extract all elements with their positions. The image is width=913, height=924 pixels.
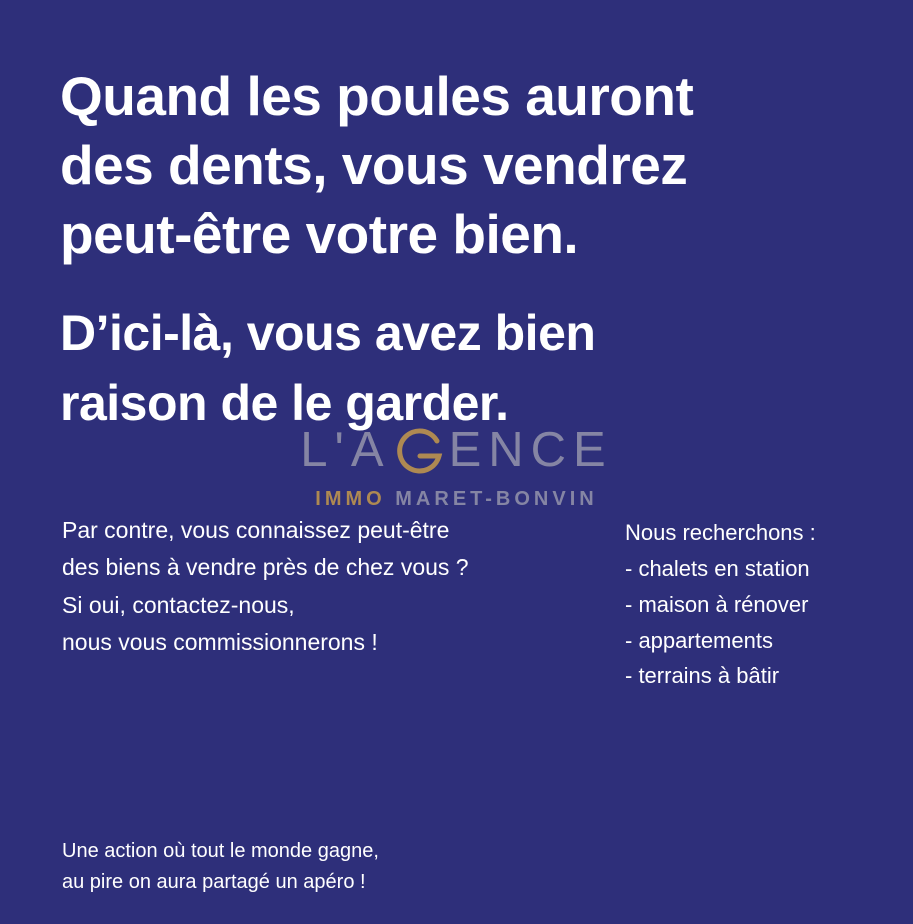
logo-word-left: L'A bbox=[300, 423, 391, 477]
search-criteria-item-1: - chalets en station bbox=[625, 555, 810, 581]
logo-tagline-rest: MARET-BONVIN bbox=[395, 487, 598, 510]
left-text-block bbox=[62, 512, 592, 661]
logo-word-right: ENCE bbox=[448, 423, 613, 477]
headline-line-2: des dents, vous vendrez bbox=[60, 133, 688, 196]
logo-tagline bbox=[315, 488, 597, 511]
footer-line-1: Une action où tout le monde gagne, bbox=[62, 840, 379, 862]
left-line-1: Par contre, vous connaissez peut-être bbox=[62, 517, 450, 543]
subheadline-line-2: raison de le garder. bbox=[60, 375, 509, 431]
search-criteria-block bbox=[625, 515, 895, 694]
footer-text bbox=[62, 836, 702, 898]
search-criteria-item-3: - appartements bbox=[625, 627, 773, 653]
left-line-4: nous vous commissionnerons ! bbox=[62, 628, 378, 655]
subheadline bbox=[60, 298, 780, 438]
subheadline-line-1: D’ici-là, vous avez bien bbox=[60, 305, 596, 361]
search-criteria-title: Nous recherchons : bbox=[625, 520, 816, 545]
left-line-3: Si oui, contactez-nous, bbox=[62, 591, 295, 618]
headline bbox=[60, 62, 780, 268]
search-criteria-item-4: - terrains à bâtir bbox=[625, 663, 780, 689]
footer-line-2: au pire on aura partagé un apéro ! bbox=[62, 871, 366, 893]
headline-line-1: Quand les poules auront bbox=[60, 65, 694, 127]
logo-tagline-accent: IMMO bbox=[315, 487, 386, 510]
left-line-2: des biens à vendre près de chez vous ? bbox=[62, 554, 469, 581]
headline-line-3: peut-être votre bien. bbox=[60, 202, 579, 265]
search-criteria-item-2: - maison à rénover bbox=[625, 591, 809, 617]
